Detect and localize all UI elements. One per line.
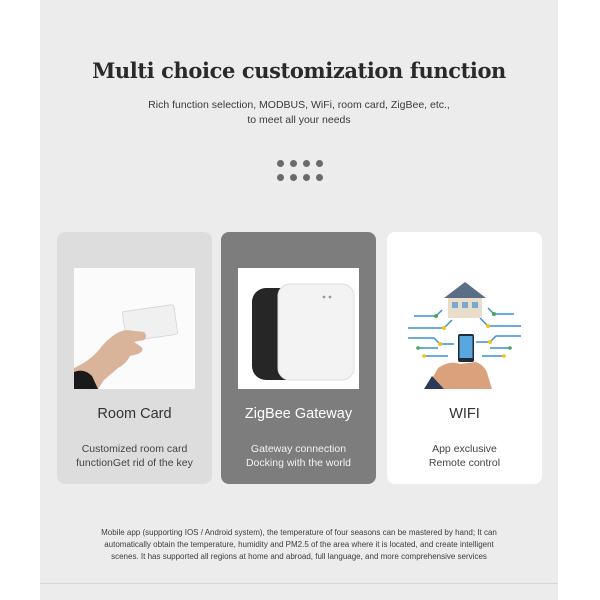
card-description: [387, 442, 542, 470]
room-card-image: [74, 268, 195, 389]
card-description: [221, 442, 376, 470]
dot: [303, 160, 310, 167]
zigbee-gateway-image: [238, 268, 359, 389]
wifi-smart-home-image: [404, 268, 525, 389]
footer-line: Mobile app (supporting IOS / Android system), the temperature of four seasons can be mastered by hand; It can: [101, 528, 497, 537]
dot: [277, 174, 284, 181]
dot: [290, 160, 297, 167]
card-desc-line: Remote control: [428, 457, 501, 469]
dot: [277, 160, 284, 167]
wifi-feature-card: [387, 232, 542, 484]
footer-description: [86, 527, 512, 563]
room-card-feature-card: [57, 232, 212, 484]
dot: [316, 160, 323, 167]
zigbee-gateway-feature-card: [221, 232, 376, 484]
divider: [40, 583, 558, 584]
page-title: Multi choice customization function: [92, 58, 506, 83]
dot-grid-icon: [277, 160, 325, 188]
card-title: WIFI: [449, 406, 480, 422]
card-title: Room Card: [97, 406, 172, 422]
page-subtitle: [40, 98, 558, 128]
footer-line: scenes. It has supported all regions at home and abroad, full language, and more comprehensive services: [111, 552, 487, 561]
subtitle-line: to meet all your needs: [247, 114, 351, 126]
card-desc-line: Docking with the world: [245, 457, 352, 469]
card-desc-line: Customized room card: [81, 443, 188, 455]
subtitle-line: Rich function selection, MODBUS, WiFi, room card, ZigBee, etc.,: [148, 99, 450, 111]
dot: [303, 174, 310, 181]
dot: [316, 174, 323, 181]
dot: [290, 174, 297, 181]
card-title: ZigBee Gateway: [244, 406, 353, 422]
card-desc-line: Gateway connection: [250, 443, 347, 455]
card-desc-line: App exclusive: [432, 443, 497, 455]
footer-line: automatically obtain the temperature, humidity and PM2.5 of the area where it is located, and create intelligent: [104, 540, 494, 549]
card-description: [57, 442, 212, 470]
card-desc-line: functionGet rid of the key: [76, 457, 193, 469]
